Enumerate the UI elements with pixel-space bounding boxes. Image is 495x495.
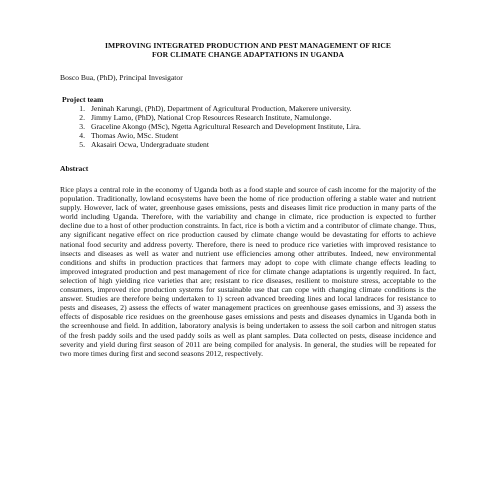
team-member (60, 140, 436, 149)
team-member (60, 113, 436, 122)
team-member-number: 2. (79, 113, 85, 122)
principal-investigator: Bosco Bua, (PhD), Principal Invesigator (60, 73, 183, 82)
team-member-text: Jimmy Lamo, (PhD), National Crop Resources Research Institute, Namulonge. (91, 113, 332, 122)
team-member (60, 104, 436, 113)
document-page (60, 41, 436, 365)
team-member-number: 4. (79, 131, 85, 140)
team-member-number: 5. (79, 140, 85, 149)
title-line-1: IMPROVING INTEGRATED PRODUCTION AND PEST MANAGEMENT OF RICE (105, 41, 391, 50)
team-member-text: Graceline Akongo (MSc), Ngetta Agricultural Research and Development Institute, Lira. (91, 122, 361, 131)
abstract-text: Rice plays a central role in the economy of Uganda both as a food staple and source of cash income for the majority of the population. Traditionally, lowland ecosystems have been the home of rice production offering a stable water and nutrient supply. However, lack of water, greenhouse gases emissions, pests and diseases limit rice production in many parts of the world including Uganda. Therefore, with the variability and change in climate, rice production is expected to further decline due to a host of other production constraints. In fact, rice is both a victim and a contributor of climate change. Thus, any significant negative effect on rice production caused by climate change would be devastating for efforts to achieve national food security and address poverty. Therefore, there is need to produce rice varieties with improved resistance to insects and diseases as well as water and nutrient use efficiencies among other attributes. Indeed, new environmental conditions and shifts in production practices that farmers may adopt to cope with climate change effects leading to improved integrated production and pest management of rice for climate change adaptations is urgently required. In fact, selection of high yielding rice varieties that are; resistant to rice diseases, resilient to moisture stress, acceptable to the consumers, improved rice production systems for sustainable use that can cope with changing climate conditions is the answer. Studies are therefore being undertaken to 1) screen advanced breeding lines and local landraces for resistance to pests and diseases, 2) assess the effects of water management practices on greenhouse gases emissions, and 3) assess the effects of disposable rice residues on the greenhouse gases emissions and pests and diseases dynamics in Uganda both in the screenhouse and field. In addition, laboratory analysis is being undertaken to assess the soil carbon and nitrogen status of the fresh paddy soils and the used paddy soils as well as plant samples. Data collected on pests, disease incidence and severity and yield during first season of 2011 are being compiled for analysis. In general, the studies will be repeated for two more times during first and second seasons 2012, respectively. (60, 185, 436, 358)
title-line-2: FOR CLIMATE CHANGE ADAPTATIONS IN UGANDA (151, 50, 345, 59)
project-team-list (60, 104, 436, 149)
team-member (60, 131, 436, 140)
abstract-heading: Abstract (60, 164, 89, 173)
team-member-number: 3. (79, 122, 85, 131)
team-member-text: Jeninah Karungi, (PhD), Department of Agricultural Production, Makerere university. (91, 104, 352, 113)
team-member-text: Thomas Awio, MSc. Student (91, 131, 179, 140)
team-member-text: Akasairi Ocwa, Undergraduate student (91, 140, 209, 149)
project-team-heading: Project team (62, 95, 104, 104)
document-title (60, 41, 436, 59)
team-member (60, 122, 436, 131)
team-member-number: 1. (79, 104, 85, 113)
